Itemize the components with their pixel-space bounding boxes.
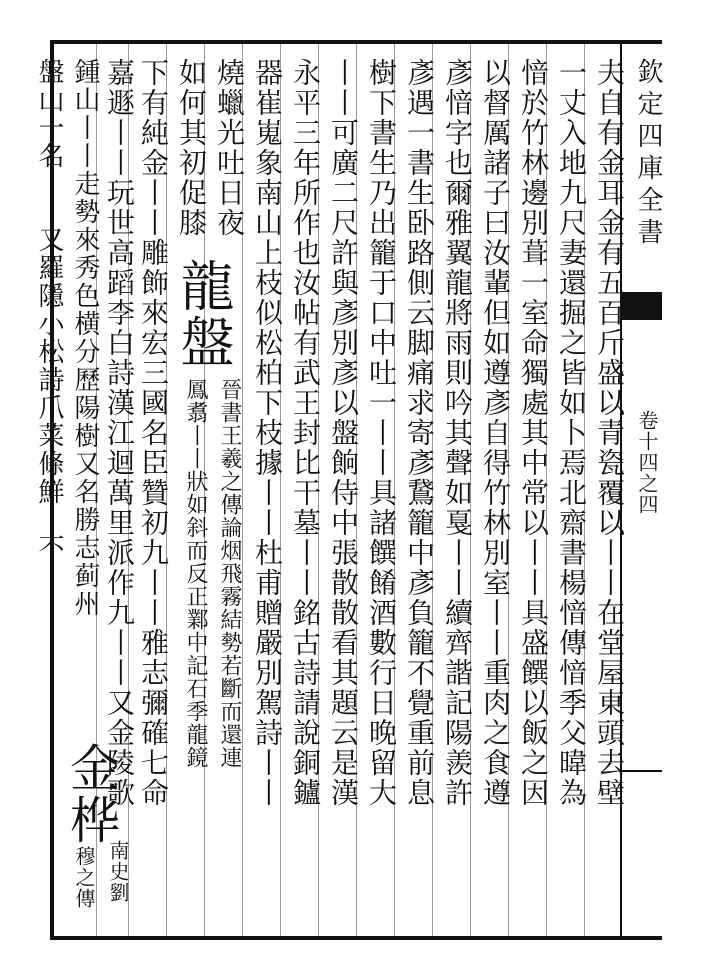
book-title: 欽定四庫全書 (633, 58, 663, 250)
text-column: 器崔嵬象南山上枝似松柏下枝據丨丨杜甫贈嚴別駕詩丨丨 (251, 58, 284, 808)
text-column: 彥愔字也爾雅翼龍將雨則吟其聲如戛丨丨續齊諧記陽羨許 (441, 58, 474, 808)
text-column: 下有純金丨丨雕飾來宏三國名臣贊初九丨丨雅志彌確七命 (137, 58, 170, 808)
jin-note-line: 南史劉 (106, 840, 130, 903)
text-column: 愔於竹林邊別葺一室命獨處其中常以丨丨具盛饌以飯之因 (517, 58, 550, 808)
text-column: 盤山一名丨丨又羅隱小松詩爪菜條鮮丨不丨 (34, 58, 64, 590)
text-column: 彥遇一書生卧路側云脚痛求寄彥鵞籠中彥負籠不覺重前息 (403, 58, 436, 808)
dragon-note-line: 鳳翥丨丨狀如斜而反正鄴中記石季龍鏡 (183, 378, 208, 769)
jin-note-line: 穆之傳 (72, 846, 96, 909)
headword-jin: 金桦 (62, 742, 120, 846)
text-column: 永平三年所作也汝帖有武王封比干墓丨丨銘古詩請說銅鑪 (289, 58, 322, 808)
fish-tail-mark (622, 292, 662, 320)
headword-dragon: 龍盤 (172, 258, 235, 370)
text-column: 夫自有金耳金有五百斤盛以青瓷覆以丨丨在堂屋東頭去壁 (593, 58, 626, 808)
text-column: 嘉遯丨丨玩世高蹈李白詩漢江迴萬里派作九丨丨又金陵歌 (103, 58, 136, 808)
text-column: 如何其初促膝 (175, 58, 208, 238)
dragon-note-line: 晉書王羲之傳論烟飛霧結勢若斷而還連 (217, 378, 242, 769)
lower-fish-tail-mark (622, 770, 662, 788)
text-column: 丨丨可廣二尺許與彥別彥以盤餉侍中張散散看其題云是漢 (327, 58, 360, 808)
text-column: 鍾山丨丨走勢來秀色横分歷陽樹又名勝志蓟州 (70, 58, 100, 618)
text-column: 樹下書生乃出籠于口中吐一丨丨具諸饌餚酒數行日晚留大 (365, 58, 398, 808)
text-column: 一丈入地九尺妻還掘之皆如卜焉北齋書楊愔傳愔季父暐為 (555, 58, 588, 808)
volume-label: 卷十四之四 (635, 410, 659, 515)
text-column: 燒蠟光吐日夜 (213, 58, 246, 238)
text-column: 以督厲諸子曰汝輩但如遵彥自得竹林別室丨丨重肉之食遵 (479, 58, 512, 808)
